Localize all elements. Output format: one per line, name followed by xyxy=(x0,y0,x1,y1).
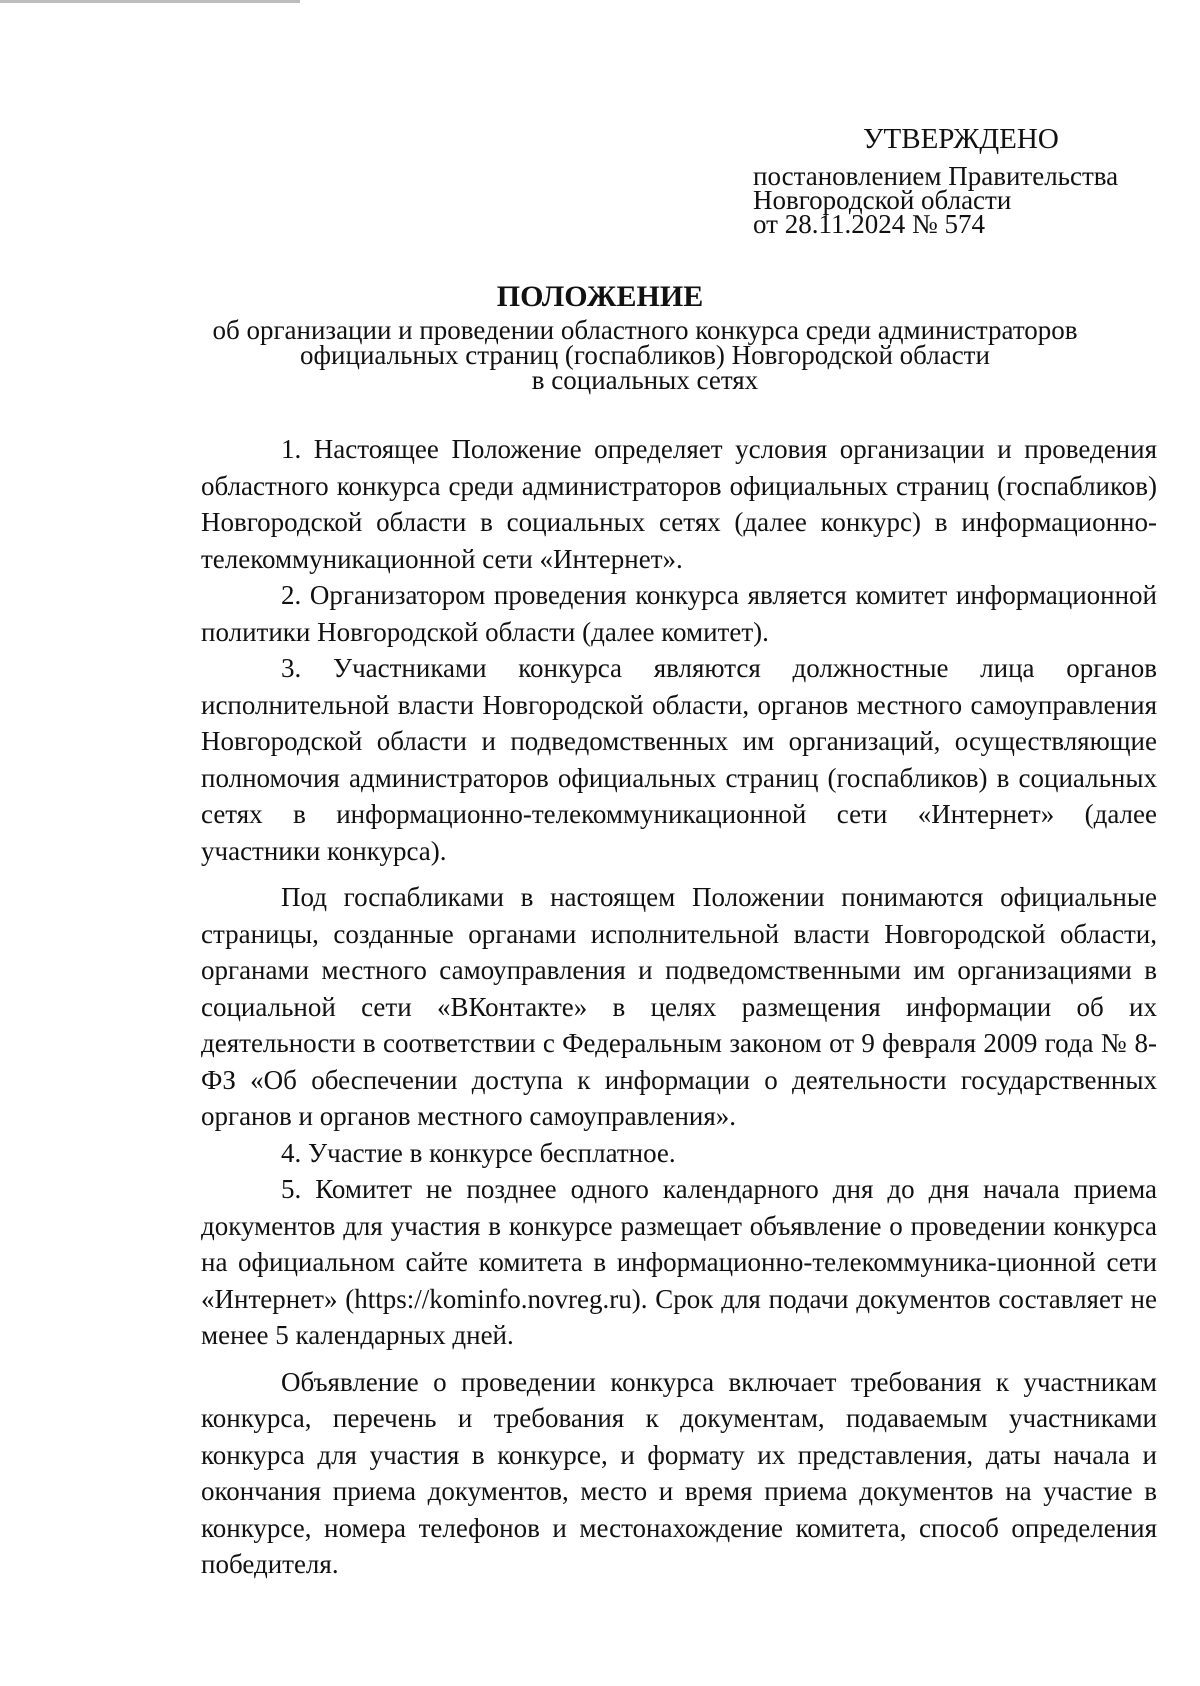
paragraph-4: 4. Участие в конкурсе бесплатное. xyxy=(281,1137,676,1168)
subtitle-line: в социальных сетях xyxy=(531,365,759,395)
paragraph-5: 5. Комитет не позднее одного календарного дня до дня начала приема документов для участия в конкурсе размещает объявление о проведении конкурса на официальном сайте комитета в информационно-телекоммуника-ционной сети «Интернет» (https://kominfo.novreg.ru). Срок для подачи документов составляет не менее 5 календарных дней. xyxy=(201,1174,1157,1350)
scan-edge-mark xyxy=(0,0,300,3)
paragraph-gospublic-definition: Под госпабликами в настоящем Положении понимаются официальные страницы, созданные органами исполнительной власти Новгородской области, органами местного самоуправления и подведомственными им организациями в социальной сети «ВКонтакте» в целях размещения информации об их деятельности в соответствии с Федеральным законом от 9 февраля 2009 года № 8-ФЗ «Об обеспечении доступа к информации о деятельности государственных органов и органов местного самоуправления». xyxy=(201,882,1157,1131)
subtitle-line: официальных страниц (госпабликов) Новгородской области xyxy=(300,340,990,370)
paragraph-announcement: Объявление о проведении конкурса включает требования к участникам конкурса, перечень и требования к документам, подаваемым участниками конкурса для участия в конкурсе, и формату их представления, даты начала и окончания приема документов, место и время приема документов на участие в конкурсе, номера телефонов и местонахождение комитета, способ определения победителя. xyxy=(201,1366,1157,1579)
approval-line: от 28.11.2024 № 574 xyxy=(753,209,985,239)
approval-line: постановлением Правительства xyxy=(753,161,1119,191)
paragraph-3: 3. Участниками конкурса являются должностные лица органов исполнительной власти Новгородской области, органов местного самоуправления Новгородской области и подведомственных им организаций, осуществляющие полномочия администраторов официальных страниц (госпабликов) в социальных сетях в информационно-телекоммуникационной сети «Интернет» (далее участники конкурса). xyxy=(201,653,1157,866)
approval-stamp xyxy=(753,122,1153,239)
approval-heading: УТВЕРЖДЕНО xyxy=(863,123,1059,155)
document-title: ПОЛОЖЕНИЕ xyxy=(496,280,704,313)
document-body xyxy=(201,431,1157,1583)
approval-line: Новгородской области xyxy=(753,185,1012,215)
document-subtitle xyxy=(140,315,1150,395)
paragraph-1: 1. Настоящее Положение определяет условия организации и проведения областного конкурса среди администраторов официальных страниц (госпабликов) Новгородской области в социальных сетях (далее конкурс) в информационно-телекоммуникационной сети «Интернет». xyxy=(201,434,1157,574)
subtitle-line: об организации и проведении областного конкурса среди администраторов xyxy=(212,315,1078,345)
paragraph-2: 2. Организатором проведения конкурса является комитет информационной политики Новгородской области (далее комитет). xyxy=(201,580,1157,647)
